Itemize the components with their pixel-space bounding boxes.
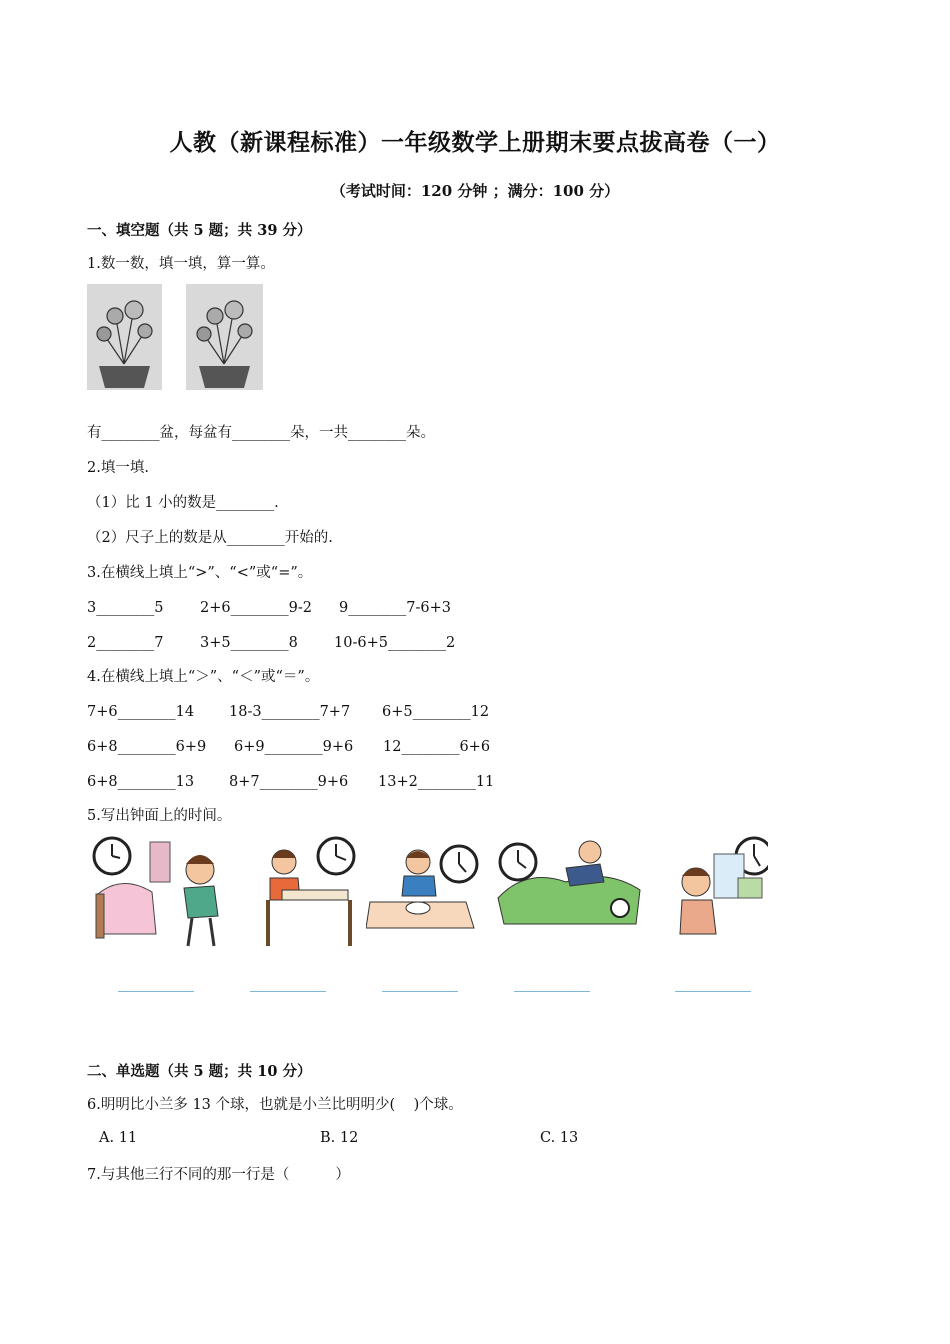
- section-heading-single-choice: 二、单选题（共 5 题；共 10 分）: [87, 1063, 312, 1080]
- flower-pot-image: [87, 284, 162, 390]
- question-7-stem: 7.与其他三行不同的那一行是（ ）: [87, 1167, 350, 1183]
- comparison-item: 6+8________13: [87, 774, 195, 790]
- flower-pot-image: [186, 284, 263, 390]
- comparison-item: 2+6________9-2: [200, 600, 312, 616]
- comparison-item: 7+6________14: [87, 704, 195, 720]
- time-answer-line[interactable]: [382, 991, 458, 992]
- clock-scene-wake-up: [92, 834, 228, 952]
- time-answer-line[interactable]: [675, 991, 751, 992]
- page-title: 人教（新课程标准）一年级数学上册期末要点拔高卷（一）: [169, 129, 781, 156]
- option-a[interactable]: A. 11: [99, 1130, 138, 1146]
- comparison-item: 3+5________8: [200, 635, 298, 651]
- comparison-item: 6+9________9+6: [234, 739, 354, 755]
- comparison-item: 18-3________7+7: [229, 704, 351, 720]
- comparison-item: 10-6+5________2: [334, 635, 456, 651]
- comparison-item: 12________6+6: [383, 739, 491, 755]
- time-answer-line[interactable]: [250, 991, 326, 992]
- question-1-stem: 1.数一数，填一填，算一算。: [87, 256, 275, 272]
- question-3-stem: 3.在横线上填上“>”、“<”或“=”。: [87, 565, 313, 581]
- question-2-part-2: （2）尺子上的数是从________开始的.: [87, 530, 333, 546]
- time-answer-line[interactable]: [118, 991, 194, 992]
- option-c[interactable]: C. 13: [540, 1130, 579, 1146]
- question-1-answer-line: 有________盆，每盆有________朵，一共________朵。: [87, 425, 435, 441]
- clock-scene-meal: [366, 842, 482, 932]
- comparison-item: 8+7________9+6: [229, 774, 349, 790]
- question-4-stem: 4.在横线上填上“＞”、“＜”或“＝”。: [87, 669, 320, 685]
- comparison-item: 3________5: [87, 600, 164, 616]
- clock-scene-play: [496, 838, 642, 928]
- option-b[interactable]: B. 12: [320, 1130, 359, 1146]
- question-2-part-1: （1）比 1 小的数是________.: [87, 495, 279, 511]
- exam-info: （考试时间：120 分钟 ；满分：100 分）: [330, 182, 620, 200]
- comparison-item: 13+2________11: [378, 774, 495, 790]
- time-answer-line[interactable]: [514, 991, 590, 992]
- clock-scene-evening: [678, 834, 768, 938]
- comparison-item: 6+5________12: [382, 704, 490, 720]
- comparison-item: 9________7-6+3: [339, 600, 451, 616]
- question-2-stem: 2.填一填.: [87, 460, 149, 476]
- comparison-item: 2________7: [87, 635, 164, 651]
- comparison-item: 6+8________6+9: [87, 739, 207, 755]
- question-5-stem: 5.写出钟面上的时间。: [87, 808, 232, 824]
- question-6-stem: 6.明明比小兰多 13 个球，也就是小兰比明明少( )个球。: [87, 1097, 463, 1113]
- section-heading-fill-in: 一、填空题（共 5 题；共 39 分）: [87, 222, 312, 239]
- clock-scene-homework: [262, 834, 358, 952]
